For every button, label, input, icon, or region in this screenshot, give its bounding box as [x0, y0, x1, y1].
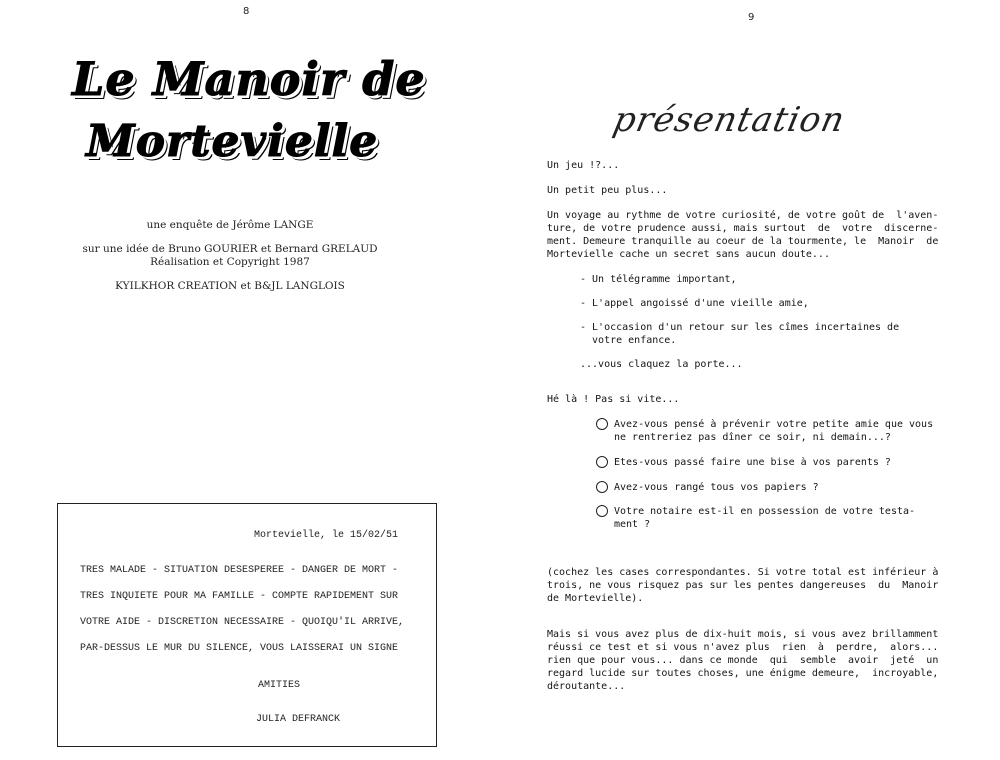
- telegram: [57, 503, 437, 747]
- paragraph-line: (cochez les cases correspondantes. Si votre total est inférieur à: [547, 567, 939, 578]
- question-line: Avez-vous rangé tous vos papiers ?: [614, 482, 819, 493]
- paragraph-line: ture, de votre prudence aussi, mais surtout de votre discerne-: [547, 223, 939, 234]
- paragraph-line: regard lucide sur toutes choses, une énigme demeure, incroyable,: [547, 668, 939, 679]
- checkbox-circle[interactable]: [596, 481, 608, 493]
- credits: [30, 0, 430, 300]
- credit-author: une enquête de Jérôme LANGE: [146, 219, 314, 231]
- checkbox-circle[interactable]: [596, 456, 608, 468]
- telegram-place-date: Mortevielle, le 15/02/51: [254, 530, 399, 541]
- telegram-signature: JULIA DEFRANCK: [256, 714, 341, 725]
- question-line: Avez-vous pensé à prévenir votre petite amie que vous: [614, 419, 934, 430]
- section-heading: présentation: [609, 100, 849, 140]
- intro-line: Un jeu !?...: [547, 160, 620, 171]
- question-line: ne rentreriez pas dîner ce soir, ni demain...?: [614, 432, 891, 443]
- credit-publisher: KYILKHOR CREATION et B&JL LANGLOIS: [115, 280, 345, 292]
- paragraph-line: de Mortevielle).: [547, 593, 644, 604]
- paragraph-line: ment. Demeure tranquille au coeur de la tourmente, le Manoir de: [547, 236, 939, 247]
- paragraph-line: déroutante...: [547, 681, 626, 692]
- intro-line: Un petit peu plus...: [547, 185, 668, 196]
- question-line: Etes-vous passé faire une bise à vos parents ?: [614, 457, 891, 468]
- wait-line: Hé là ! Pas si vite...: [547, 394, 680, 405]
- title-line-2: Mortevielle: [86, 116, 379, 167]
- bullet-item: - L'occasion d'un retour sur les cîmes incertaines de: [580, 322, 900, 333]
- title-line-1: Le Manoir de: [72, 52, 426, 106]
- credit-idea: sur une idée de Bruno GOURIER et Bernard GRELAUD: [82, 243, 378, 255]
- page-number-right: 9: [748, 12, 755, 23]
- paragraph-line: réussi ce test et si vous n'avez plus rien à perdre, alors...: [547, 642, 939, 653]
- telegram-closing: AMITIES: [258, 680, 301, 691]
- checkbox-circle[interactable]: [596, 418, 608, 430]
- door-line: ...vous claquez la porte...: [580, 359, 743, 370]
- bullet-item: - L'appel angoissé d'une vieille amie,: [580, 298, 809, 309]
- telegram-line: TRES INQUIETE POUR MA FAMILLE - COMPTE RAPIDEMENT SUR: [80, 591, 399, 602]
- paragraph-line: Un voyage au rythme de votre curiosité, de votre goût de l'aven-: [547, 210, 939, 221]
- page-number-left: 8: [243, 6, 250, 17]
- credit-copyright: Réalisation et Copyright 1987: [150, 256, 310, 268]
- paragraph-line: Mortevielle cache un secret sans aucun doute...: [547, 249, 830, 260]
- bullet-item: votre enfance.: [580, 335, 677, 346]
- telegram-line: TRES MALADE - SITUATION DESESPEREE - DANGER DE MORT -: [80, 565, 399, 576]
- paragraph-line: trois, ne vous risquez pas sur les pentes dangereuses du Manoir: [547, 580, 939, 591]
- paragraph-line: rien que pour vous... dans ce monde qui semble avoir jeté un: [547, 655, 939, 666]
- checkbox-circle[interactable]: [596, 505, 608, 517]
- telegram-line: PAR-DESSUS LE MUR DU SILENCE, VOUS LAISSERAI UN SIGNE: [80, 643, 399, 654]
- telegram-line: VOTRE AIDE - DISCRETION NECESSAIRE - QUOIQU'IL ARRIVE,: [80, 617, 405, 628]
- question-line: Votre notaire est-il en possession de votre testa-: [614, 506, 916, 517]
- question-line: ment ?: [614, 519, 651, 530]
- paragraph-line: Mais si vous avez plus de dix-huit mois, si vous avez brillamment: [547, 629, 939, 640]
- bullet-item: - Un télégramme important,: [580, 274, 737, 285]
